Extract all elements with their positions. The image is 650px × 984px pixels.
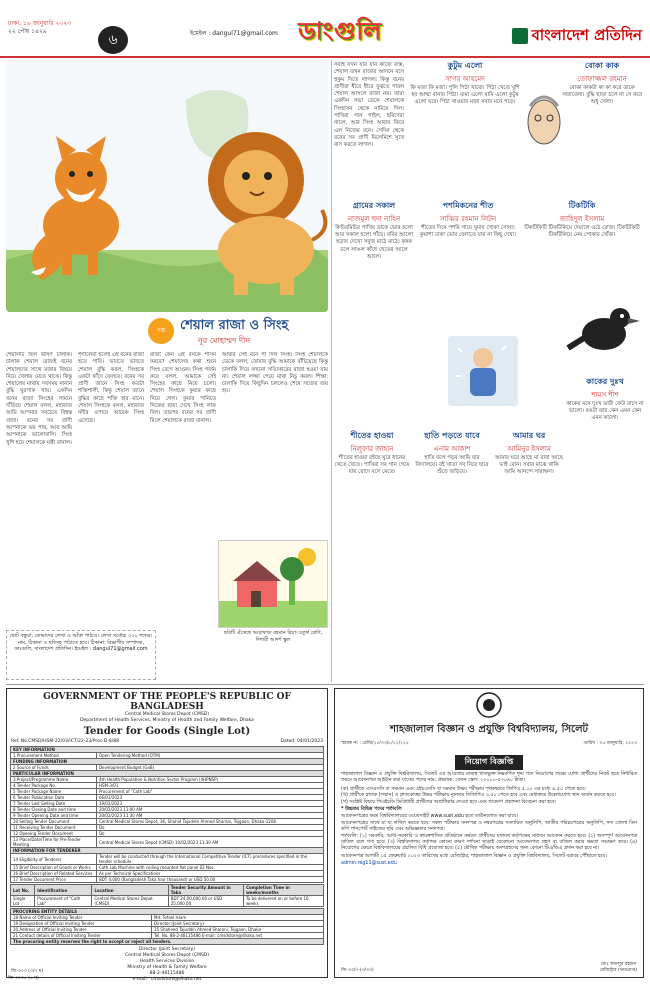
poem-block [418,200,518,330]
poem-text: হাতি বলে পড়ব আমি যাব বিদ্যালয়ে। বই খাতা সব নিয়ে যাবে শুঁড়ে জড়িয়ে। [415,455,489,476]
tender-value: 19/02/2023 [96,801,323,807]
tender-table [10,746,324,883]
poem-author: শামস শীশ [591,391,619,399]
tender-field: 8 Tender Closing Date and time [11,807,97,813]
child-shivering-icon [448,336,518,406]
university-name: শাহজালাল বিজ্ঞান ও প্রযুক্তি বিশ্ববিদ্যালয়, সিলেট [390,724,588,735]
procuring-row [11,939,324,945]
notice-clause: (গ) সংশ্লিষ্ট বিষয়ে পিএইচডি ডিগ্রিধারী প্রার্থীদের অগ্রাধিকার দেওয়া হবে এবং গবেষণা প্রকাশনা বিবেচনা করা হবে। [341,799,557,805]
poem-title: আমার ঘর [512,431,546,440]
poem-author: তোফাজ্জল রহমান [577,75,627,83]
submission-notice: ছোট বন্ধুরা, তোমাদের লেখা ও আঁকা পাঠাও। লেখা সর্বোচ্চ ৩০০ শব্দের। নাম, ঠিকানা ও ছবিসহ পাঠাতে হবে। ঠিকানা: বিভাগীয় সম্পাদক, ডাংগুলি, বাংলাদেশ প্রতিদিন। ইমেইল : dangul71@gmail.com [6,630,156,680]
tender-field: 7 Tender Last Selling Date [11,801,97,807]
tender-field: PARTICULAR INFORMATION [11,771,324,777]
footer-code: জি-৩০৩৫ (৬ ঘ) [8,976,39,981]
tender-value: Development Budget (GoB) [96,765,323,771]
tender-field: 10 Selling Tender Document [11,819,97,825]
signature-line: Health Services Division [139,959,195,964]
poem-text: বোকা কাকটা কা কা করে ডাকে সারাবেলা। বুদ্ধি ছাড়া চলে না সে করে শুধু খেলা। [562,85,642,106]
poem-title: টিকটিকি [568,201,596,210]
tender-field: 3 Project/Programme Name [11,777,97,783]
child-drawing [218,540,328,628]
tender-field: 16 Brief Description of Related Services [11,871,97,877]
tender-value: 20/02/2023 11:30 AM [96,813,323,819]
signature-line: Director (Joint Secretary) [138,947,196,952]
tender-row [11,854,324,865]
tender-field: INFORMATION FOR TENDERER [11,848,324,854]
tender-field: 9 Tender Opening Date and time [11,813,97,819]
lot-cell: Procurement of "Cath Lab" [35,896,92,907]
procuring-field: 20 Address of Official Inviting Tender [11,927,152,933]
poem-author: সাগর আহমেদ [445,75,485,83]
poem-author: নাজমুল হুদা নাহিন [347,215,401,223]
poem-block [566,376,644,680]
tender-dept: Department of Health Services, Ministry of Health and Family Welfare, Dhaka [80,718,254,723]
story-column: শেয়ালটি ছিল ভীষণ চালাক। চালাক শেয়াল রোজই বনের শেয়ালদের সাথে মজার বিষয়ে নিয়ে খেলায় মেতে থাকে। কিন্তু শেয়ালের মাথায় সবসময় নানান বুদ্ধি ঘুরপাক খায়। একদিন বনের রাজা সিংহের সামনে দাঁড়িয়ে শেয়াল বলল, মহারাজ আমি আপনার সবচেয়ে বিশ্বস্ত প্রজা। বনের সব প্রাণী আপনাকে ভয় পায়, আর আমি আপনাকে ভালোবাসি। সিংহ খুশি হয়ে শেয়ালকে মন্ত্রী বানাল। [6,352,72,446]
poem-author: নিলুফার জাহান [350,445,394,453]
notice-closing: আবেদনপত্র আগামী ০৫ ফেব্রুয়ারি ২০২৩ তারিখের মধ্যে রেজিস্ট্রার, শাহজালাল বিজ্ঞান ও প্রযুক্তি বিশ্ববিদ্যালয়, সিলেট বরাবর পৌঁছাতে হবে। [341,853,607,859]
lot-header: Lot No. [11,885,35,896]
tender-value: 06/01/2023 [96,795,323,801]
tender-field: 4 Tender Package No. [11,783,97,789]
tender-value: Do [96,825,323,831]
tender-value: Open Tendering Method (OTM) [96,753,323,759]
tender-value: Cath Lab Machine with ceiling mounted flat panel 02 Nos. [96,865,323,871]
lot-header: Tender Security Amount in Taka [168,885,243,896]
lot-table [10,884,324,907]
header-date [8,20,71,36]
procuring-field: 18 Name of Official Inviting Tender [11,915,152,921]
tender-field: 1 Procurement Method [11,753,97,759]
story-column: আবার সেই বনে পা দিল সিংহ। সিংহ শেয়ালকে ডেকে বলল, তোমার বুদ্ধি আমাকে বাঁচিয়েছে কিন্তু চালাকি দিয়ে কখনো সত্যিকারের রাজা হওয়া যায় না। শেয়াল লজ্জা পেয়ে মাথা নিচু করল। শিক্ষা: চালাকি দিয়ে কিছুদিন চললেও শেষে সত্যের জয় হয়। [222,352,328,395]
old-man-picture [524,86,564,166]
logo-mark-icon [512,28,528,44]
website-note: আবেদনপত্রের ফরম বিশ্ববিদ্যালয়ের ওয়েবসাইট www.sust.edu হতে ডাউনলোড করা যাবে। [341,814,518,820]
poem-text: আমার ঘরে আছে মা বাবা আছে ভাই বোন। সবার মাঝে থাকি আমি আনন্দে সারাক্ষণ। [495,455,563,476]
lot-header: Completion Time in weeks/months [244,885,324,896]
poem-text: কাকের মনে দুঃখ ভারী কেউ বাসে না ভালো। রঙটা তার কেন এমন কেন এমন কালো। [566,401,644,422]
signer-title: রেজিস্ট্রার (ভারপ্রাপ্ত) [599,968,637,973]
poem-title: বোকা কাক [584,61,620,70]
procuring-field: PROCURING ENTITY DETAILS [11,909,324,915]
poem-block [410,60,520,200]
drawing-caption: ছবিটি এঁকেছে আরাফাত রহমান রিয়া। চতুর্থ শ্রেণি, দিশারী আদর্শ স্কুল [223,630,323,643]
poem-author: সাব্বির রহমান লিটন [439,215,497,223]
signature-line: e-mail : cmsdstore@dhaka.net [132,977,202,982]
procuring-value: Md. Tofael Islam [152,915,324,921]
tender-field: 5 Tender Package Name [11,789,97,795]
tender-title: Tender for Goods (Single Lot) [83,726,251,737]
lot-cell: Central Medical Stores Depot (CMSD) [92,896,168,907]
signer-name: মোঃ ফজলুর রহমান [600,962,637,967]
notice-subhead: * উচ্চতর বিভিন্ন পদের শর্তাবলি [341,807,402,813]
procuring-table [10,908,324,945]
poem-title: কুটুম এলো [447,61,483,70]
poem-block [334,430,410,680]
child-cold-picture [448,336,518,406]
poem-title: শীতের হাওয়া [350,431,394,440]
tender-field: 6 Tender Publication Date [11,795,97,801]
tender-date: Dated: 04/01/2023 [280,739,323,744]
header-email: ইমেইল : dangul71@gmail.com [190,30,278,37]
tender-store: Central Medical Stores Depot (CMSD) [124,712,210,717]
signature-line: 88-2-48115486 [149,971,185,976]
date-primary: ঢাকা, ১৬ জানুয়ারি ২০২৩ [8,20,72,27]
section-masthead: ডাংগুলি [298,16,382,45]
crow-picture [560,290,644,370]
story-author: নূর মোহাম্মদ দীন [198,336,251,345]
poem-block [520,200,644,290]
tender-value: BDT 4,000 (Bangladesh Taka four thousand) or USD 50.00 [96,877,323,883]
story-column: রাজা কেন এই বনকে শাসন করবে? শেয়ালের কথা শুনে সিংহ রেগে আগুন। সিংহ গর্জন করে বলল, আমাকে সেই সিংহের কাছে নিয়ে চলো। শেয়াল সিংহকে কুয়ার কাছে নিয়ে গেল। কুয়ার পানিতে নিজের ছায়া দেখে সিংহ লাফ দিল। তারপর বনের সব প্রাণী মিলে শেয়ালকে রাজা বানাল। [150,352,216,424]
poem-title: গ্রামের সকাল [352,201,396,210]
procuring-value: Tel. No. 88-2-48115486 E-mail: cmsdstore@dhaka.net [152,933,324,939]
poem-text: টিকটিকিটি টিকটিকিয়ে দেয়ালে ওঠে রোজ। টিকটিকিটি টিকটিকিয়ে নেয় পোকার খোঁজ। [524,225,640,239]
poem-title: হাতি পড়তে যাবে [424,431,480,440]
story-badge: গল্প [148,318,174,344]
page-number: ৬ [98,26,128,54]
tender-field: 13 Place/Date/Time for Pre-Tender Meeting [11,837,97,848]
notice-conditions: শর্তাবলি: (১) সরকারি, আধা-সরকারি ও স্বায়ত্তশাসিত প্রতিষ্ঠানে কর্মরত প্রার্থীদের যথাযথ কর্তৃপক্ষের মাধ্যমে আবেদন করতে হবে। (২) অসম্পূর্ণ আবেদনপত্র বাতিল বলে গণ্য হবে। (৩) বিশ্ববিদ্যালয় কর্তৃপক্ষ কোনো কারণ দর্শানো ছাড়াই যেকোনো আবেদনপত্র গ্রহণ বা বাতিল করার ক্ষমতা সংরক্ষণ করে। (৪) নিয়োগের ক্ষেত্রে বিশ্ববিদ্যালয়ের প্রচলিত বিধি প্রযোজ্য হবে। (৫) মৌখিক পরীক্ষায় অংশগ্রহণের জন্য কোনো টিএ/ডিএ প্রদান করা হবে না। [341,833,637,852]
tender-value: 20/02/2023 11:00 AM [96,807,323,813]
tender-field: 11 Receiving Tender Document [11,825,97,831]
poem-block [414,430,490,680]
poem-author: এনাম আকাশ [433,445,471,453]
house-drawing-icon [219,541,327,627]
date-secondary: ২২ পৌষ ১৪২৯ [8,28,47,35]
notice-clause: (খ) প্রার্থীকে স্নাতক (সম্মান) ও স্নাতকোত্তর উভয় পরীক্ষায় ন্যূনতম সিজিপিএ ৩.৫০ পেতে হবে এবং মেধাক্রমে উল্লেখযোগ্য স্থান অর্জন করতে হবে। [341,793,616,799]
tender-value: Central Medical Stores Depot, 36, Shahid Tajuddin Ahmed Sharani, Tejgaon, Dhaka-1208 [96,819,323,825]
tender-code: জি-৩০৩ (৩/৩ ঘ) [11,969,44,974]
poem-author: আমিনুর ইসলাম [507,445,551,453]
procuring-field: 19 Designation of Official Inviting Tender [11,921,152,927]
tender-value: Tender will be conducted through the International Competitive Tender (ICT) procedures specified in the tender schedule [96,854,323,865]
fox-lion-icon [6,60,328,312]
poem-block [334,200,414,430]
poem-text: শীতের দিনে পশমি গায়ে ঘুমায় খোকা সোনা। কুয়াশা ঢাকা ভোর বেলাতে যায় না কিছু দেখা। [419,225,517,239]
tender-field: 17 Tender Document Price [11,877,97,883]
poem-text: কি মজা কি মজা। পুলি পিঠা খাবো। পিঠা খেতে খুশি হব আম্মা বানায় পিঠা। মামা এলো মামি এলো কুটুম এলো ঘরে। পিঠা খাওয়ার মজা সবার মনে পড়ে। [410,85,520,106]
crow-icon [560,290,644,370]
tender-field: KEY INFORMATION [11,747,324,753]
tender-value: As per Technical Specifications [96,871,323,877]
university-seal-icon [476,692,502,718]
tender-gov: GOVERNMENT OF THE PEOPLE'S REPUBLIC OF BANGLADESH [43,692,291,712]
poem-block [560,60,644,200]
tender-field: 15 Brief Description of Goods or Works [11,865,97,871]
newspaper-logo [510,20,642,50]
notice-intro: শাহজালাল বিজ্ঞান ও প্রযুক্তি বিশ্ববিদ্যালয়, সিলেট এর আওতায় রাজস্ব খাতভুক্ত নিম্নবর্ণিত শূন্য পদে নিয়োগের লক্ষ্যে যোগ্য প্রার্থীদের নিকট হতে নির্ধারিত ফরমে আবেদনপত্র আহ্বান করা যাচ্ছে। পদের নাম: প্রভাষক, বেতন স্কেল: ২২০০০-৫৩০৬০ টাকা। [341,772,637,784]
procuring-value: Director (Joint Secretary) [152,921,324,927]
old-man-icon [524,86,564,166]
story-title: শেয়াল রাজা ও সিংহ [180,318,289,333]
procuring-field: The procuring entity reserves the right to accept or reject all tenders. [11,939,324,945]
poem-text: শীতের হাওয়া বইছে ঘুরে ধানের খেতে খেতে। পাখিরা সব গান গেয়ে যায় রোদে বসে মেতে। [334,455,410,476]
notice-heading: নিয়োগ বিজ্ঞপ্তি [455,755,524,770]
poem-author: জাহিদুল ইসলাম [559,215,605,223]
tender-value: Do [96,831,323,837]
tender-value: 4th Health Population & Nutrition Sector Program (4HPNSP) [96,777,323,783]
story-column: সবাই যখন যার যার কাজে ব্যস্ত, শেয়াল তখন রাজার আসনে বসে হুকুম দিতে লাগল। কিন্তু বনের প্রাণীরা ধীরে ধীরে বুঝতে পারল শেয়াল আসলে রাজা নয়। তারা একদিন সভা ডেকে শেয়ালকে সিংহাসন থেকে নামিয়ে দিল। পাখিরা গান গাইল, হরিণেরা নাচল, আর সিংহ আবার ফিরে এল নিজের বনে। সেদিন থেকে বনের সব প্রাণী মিলেমিশে সুখে বাস করতে লাগল। [334,62,404,149]
notice-email-link[interactable]: admin.reg11@sust.edu [341,861,397,867]
tender-ref: Ref. No.CMSD/HSM-22/03/ICT/22-23/Proc.D-8/88 [11,739,119,744]
tender-field: 2 Source of Funds [11,765,97,771]
university-notice [334,688,644,978]
poem-title: কাকের দুঃখ [586,377,624,386]
tender-value: HSM-3/01 [96,783,323,789]
notice-clause: আবেদনপত্রের সাথে যা যা দাখিল করতে হবে: সকল পরীক্ষার সনদপত্র ও নম্বরপত্রের সত্যায়িত অনুলিপি, জাতীয় পরিচয়পত্রের অনুলিপি, সদ্য তোলা তিন কপি পাসপোর্ট সাইজের ছবি এবং অভিজ্ঞতার সনদপত্র। [341,820,637,833]
memo-date: তারিখ : ০৫ জানুয়ারি, ২০২৩ [583,741,637,746]
tender-field: FUNDING INFORMATION [11,759,324,765]
procuring-field: 21 Contact details of Official Inviting Tender [11,933,152,939]
notice-clause: (ক) প্রার্থীকে এসএসসি বা সমমান এবং এইচএসসি বা সমমান উভয় পরীক্ষায় পৃথকভাবে জিপিএ ৫.০০ এর মধ্যে ৪.৫০ পেতে হবে। [341,786,586,792]
lot-header: Identification [35,885,92,896]
tender-field: 14 Eligibility of Tenderer [11,854,97,865]
tender-value: Central Medical Stores Depot (CMSD) 10/02/2023 11:30 AM [96,837,323,848]
lot-header: Location [92,885,168,896]
poem-title: পশমিকনের শীত [442,201,494,210]
lot-cell: BDT 24,00,000.00 or USD 25,000.00 [168,896,243,907]
lot-cell: To be delivered on or before 16 weeks [244,896,324,907]
poem-text: কিচিরমিচির পাখির ডাকে ভোর হলো আর সকাল হলো গাঁয়ে। রবির আলো ছড়ায় দেখো সবুজ মাঠে মাঠে। কৃষক চলে লাঙল কাঁধে খেতের আলে আলে। [334,225,414,260]
story-column: শৃগালেরা হলেই এই বনের রাজা হতে পারি। ভাবতে ভাবতে শেয়াল বুদ্ধি করল, সিংহকে একটা ফাঁদে ফেলবে। বনের সব প্রাণী জানে সিংহ কতটা শক্তিশালী, কিন্তু শেয়াল জানে বুদ্ধির কাছে শক্তি হার মানে। শেয়াল সিংহকে বলল, মহারাজ নদীর ওপারে আরেক সিংহ এসেছে। [78,352,144,424]
poem-block [494,430,564,680]
story-illustration [6,60,328,312]
university-code: জি-৩৩/৩-(৩/৩৩) [341,968,374,973]
tender-row [11,877,324,883]
signature-line: Central Medical Stores Depot (CMSD) [124,953,210,958]
tender-row [11,837,324,848]
tender-field: 12 Opening Tender Document [11,831,97,837]
procuring-value: 35 Shaheed Tajuddin Ahmed Sharani, Tejgaon, Dhaka [152,927,324,933]
newspaper-name: বাংলাদেশ প্রতিদিন [531,26,642,44]
memo-number: স্মারক নং : রেজি/২০/৩৩/৮/২২/২২৫ [341,741,409,746]
tender-value: Procurement of "Cath Lab" [96,789,323,795]
lot-cell: Single Lot [11,896,35,907]
signature-line: Ministry of Health & Family Welfare [127,965,207,970]
tender-signature [7,947,327,983]
